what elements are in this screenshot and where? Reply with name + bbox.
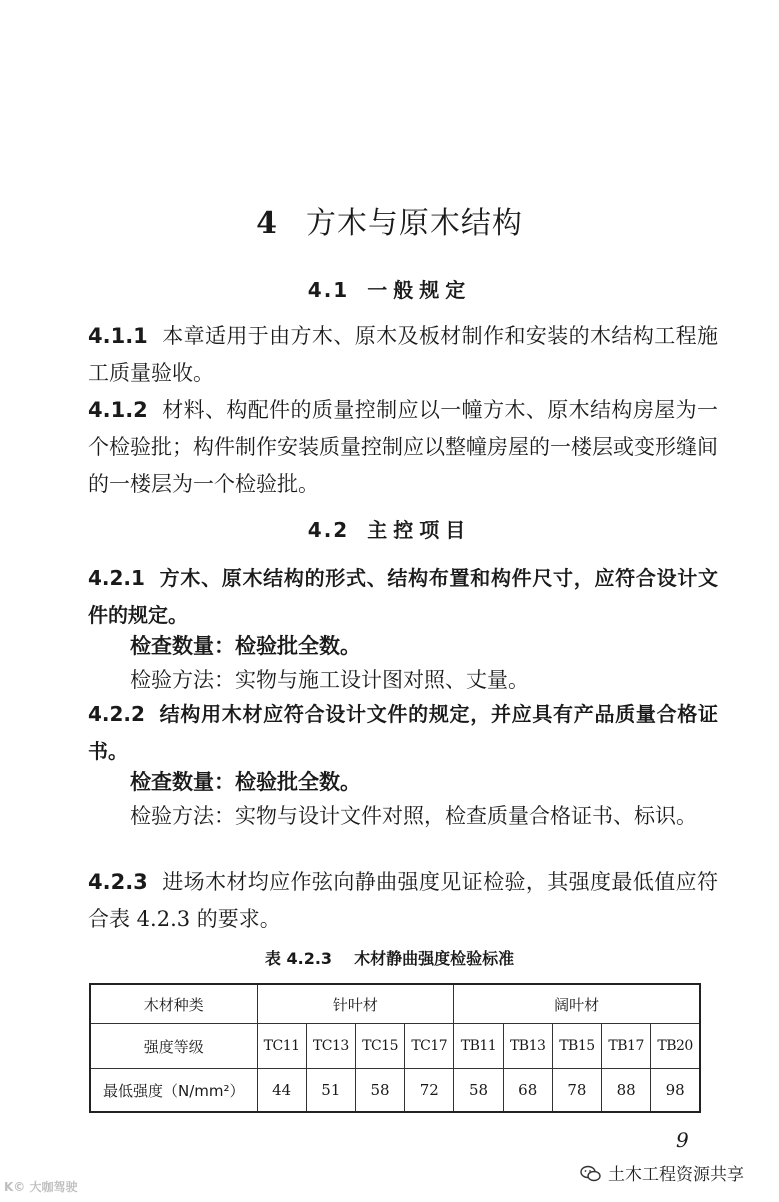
- strength-cell: 68: [503, 1069, 552, 1113]
- clause-text: 结构用木材应符合设计文件的规定，并应具有产品质量合格证书。: [88, 702, 718, 763]
- chapter-title-text: 方木与原木结构: [305, 206, 523, 241]
- strength-cell: 58: [454, 1069, 503, 1113]
- row-header-wood-type: 木材种类: [90, 984, 257, 1024]
- table-title: 木材静曲强度检验标准: [354, 949, 515, 968]
- clause-id: 4.2.1: [88, 566, 145, 590]
- grade-cell: TB20: [651, 1024, 700, 1069]
- corner-watermark: K© 大咖驾驶: [4, 1180, 78, 1194]
- section-title-text: 一般规定: [367, 278, 472, 302]
- table-caption: [0, 946, 779, 969]
- clause-text: 本章适用于由方木、原木及板材制作和安装的木结构工程施工质量验收。: [88, 324, 718, 385]
- clause-text: 材料、构配件的质量控制应以一幢方木、原木结构房屋为一个检验批；构件制作安装质量控制应以整幢房屋的一楼层或变形缝间的一楼层为一个检验批。: [88, 398, 718, 496]
- strength-cell: 72: [405, 1069, 454, 1113]
- section-number: 4.1: [307, 278, 350, 302]
- clause-4-2-1: [88, 560, 718, 634]
- clause-4-1-1: [88, 318, 718, 392]
- section-title-text: 主控项目: [367, 518, 472, 542]
- strength-cell: 78: [552, 1069, 601, 1113]
- table-row: [90, 1024, 700, 1069]
- group-conifer: 针叶材: [257, 984, 454, 1024]
- section-number: 4.2: [307, 518, 350, 542]
- table-row: [90, 1069, 700, 1113]
- row-header-min-strength: 最低强度（N/mm²）: [90, 1069, 257, 1113]
- clause-text: 方木、原木结构的形式、结构布置和构件尺寸，应符合设计文件的规定。: [88, 566, 718, 627]
- inspection-quantity-4-2-1: 检查数量：检验批全数。: [130, 634, 361, 658]
- strength-cell: 88: [602, 1069, 651, 1113]
- section-title-4-1: [0, 274, 779, 303]
- clause-id: 4.1.1: [88, 324, 148, 348]
- grade-cell: TC11: [257, 1024, 306, 1069]
- grade-cell: TC17: [405, 1024, 454, 1069]
- clause-id: 4.2.3: [88, 870, 148, 894]
- inspection-quantity-4-2-2: 检查数量：检验批全数。: [130, 770, 361, 794]
- grade-cell: TB11: [454, 1024, 503, 1069]
- strength-cell: 44: [257, 1069, 306, 1113]
- inspection-method-4-2-2: [88, 798, 718, 835]
- page-number: 9: [676, 1128, 689, 1152]
- strength-cell: 98: [651, 1069, 700, 1113]
- section-title-4-2: [0, 514, 779, 543]
- inspection-method-text: 检验方法：实物与设计文件对照，检查质量合格证书、标识。: [130, 804, 697, 828]
- strength-cell: 58: [355, 1069, 404, 1113]
- table-row: [90, 984, 700, 1024]
- clause-4-1-2: [88, 392, 718, 503]
- clause-id: 4.1.2: [88, 398, 148, 422]
- clause-text: 进场木材均应作弦向静曲强度见证检验，其强度最低值应符合表 4.2.3 的要求。: [88, 870, 718, 931]
- clause-4-2-3: [88, 864, 718, 938]
- grade-cell: TC13: [306, 1024, 355, 1069]
- clause-id: 4.2.2: [88, 702, 145, 726]
- grade-cell: TB15: [552, 1024, 601, 1069]
- row-header-grade: 强度等级: [90, 1024, 257, 1069]
- grade-cell: TB17: [602, 1024, 651, 1069]
- inspection-method-4-2-1: 检验方法：实物与施工设计图对照、丈量。: [130, 668, 529, 692]
- strength-standard-table: [89, 983, 701, 1113]
- watermark-text: 土木工程资源共享: [608, 1165, 744, 1185]
- wechat-watermark: [580, 1160, 744, 1185]
- group-broadleaf: 阔叶材: [454, 984, 700, 1024]
- wechat-icon: [580, 1165, 602, 1183]
- chapter-number: 4: [256, 206, 278, 241]
- chapter-title: [0, 198, 779, 242]
- grade-cell: TB13: [503, 1024, 552, 1069]
- clause-4-2-2: [88, 696, 718, 770]
- table-number: 表 4.2.3: [264, 949, 333, 968]
- strength-cell: 51: [306, 1069, 355, 1113]
- grade-cell: TC15: [355, 1024, 404, 1069]
